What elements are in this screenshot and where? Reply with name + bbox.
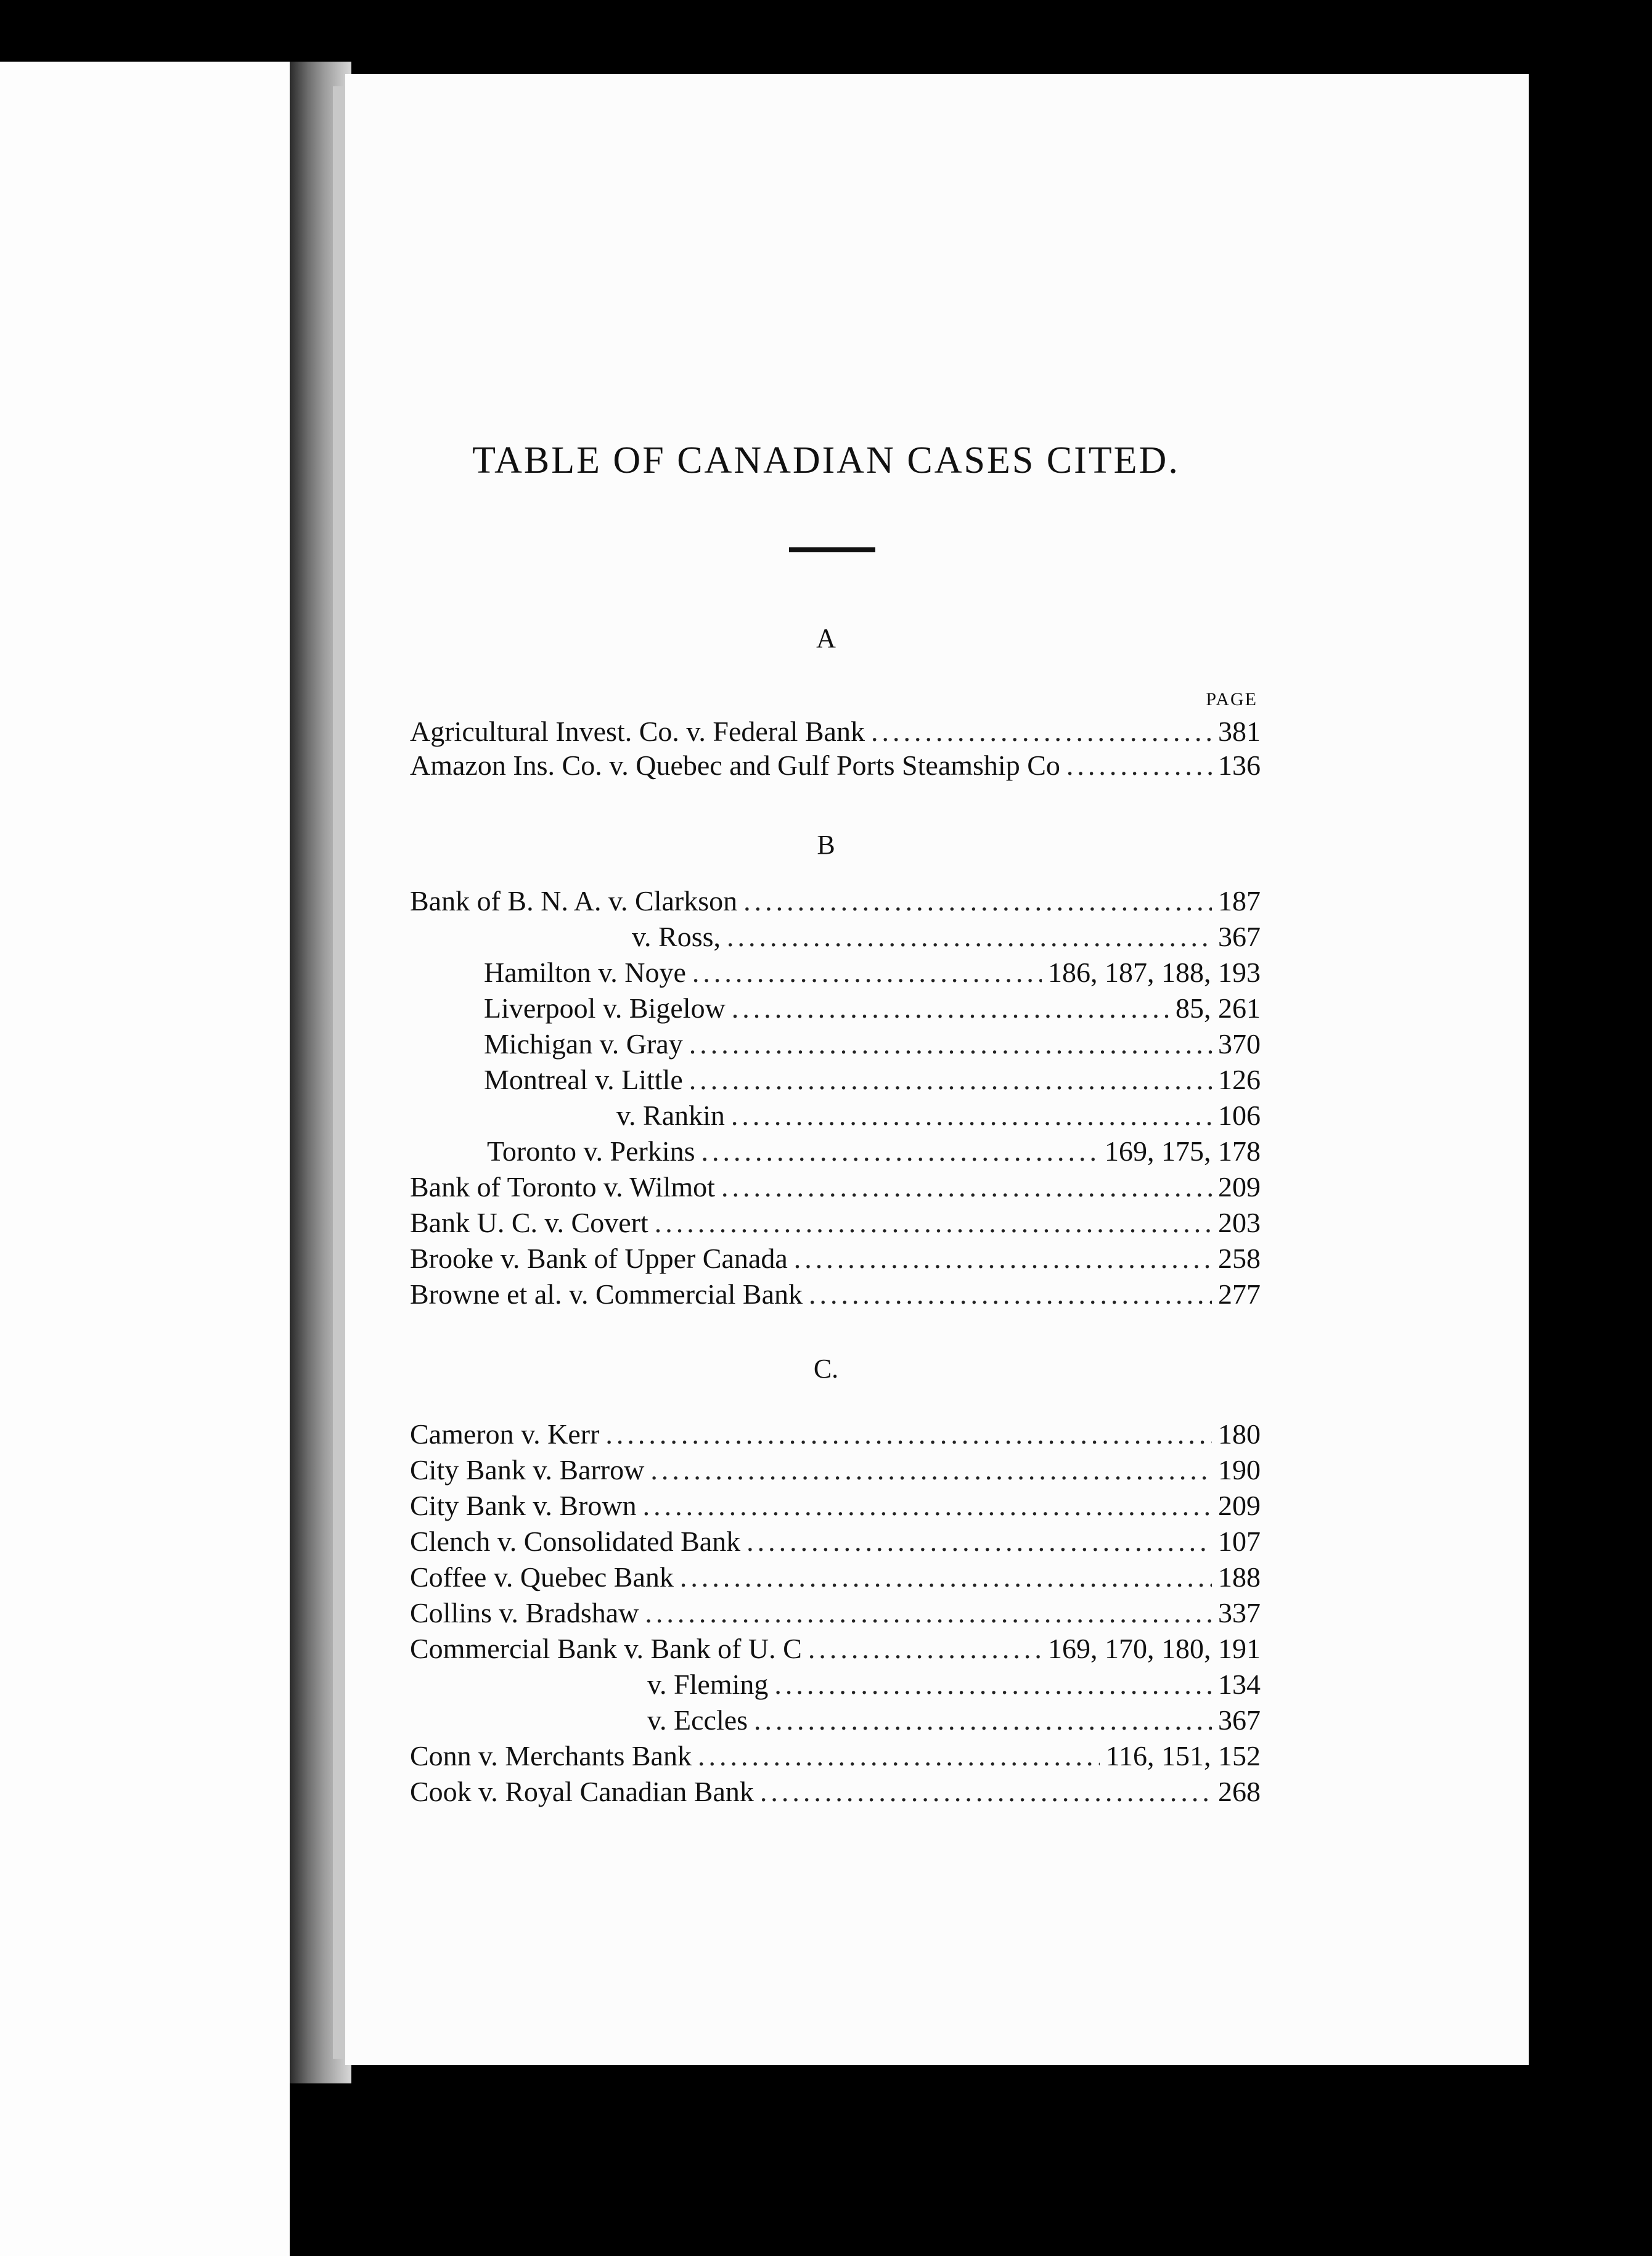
case-name: Bank U. C. v. Covert — [410, 1207, 648, 1238]
case-entry — [484, 956, 1261, 993]
case-name: v. Ross, — [632, 921, 721, 952]
case-entry — [410, 1775, 1261, 1812]
leader-dots — [732, 992, 1169, 1024]
case-entry — [410, 1489, 1261, 1526]
leader-dots — [731, 1099, 1212, 1132]
leader-dots — [743, 885, 1212, 917]
case-entry — [410, 1525, 1261, 1562]
case-entry — [484, 992, 1261, 1029]
leader-dots — [808, 1632, 1042, 1665]
case-entry — [410, 1632, 1261, 1669]
case-pages: 337 — [1218, 1597, 1261, 1629]
leader-dots — [774, 1668, 1212, 1701]
case-name: v. Rankin — [616, 1100, 725, 1131]
leader-dots — [871, 715, 1212, 748]
case-pages: 126 — [1218, 1064, 1261, 1095]
case-pages: 106 — [1218, 1100, 1261, 1131]
case-name: Liverpool v. Bigelow — [484, 992, 726, 1024]
leader-dots — [760, 1775, 1212, 1808]
case-entry — [410, 1739, 1261, 1776]
case-name: Agricultural Invest. Co. v. Federal Bank — [410, 716, 865, 747]
case-name: Montreal v. Little — [484, 1064, 683, 1095]
leader-dots — [692, 956, 1042, 989]
case-pages: 367 — [1218, 1704, 1261, 1736]
case-pages: 190 — [1218, 1454, 1261, 1486]
leader-dots — [701, 1135, 1099, 1167]
leader-dots — [643, 1489, 1212, 1522]
case-pages: 209 — [1218, 1171, 1261, 1203]
case-name: Conn v. Merchants Bank — [410, 1740, 692, 1772]
case-entry — [410, 885, 1261, 922]
leader-dots — [605, 1418, 1212, 1450]
case-pages: 116, 151, 152 — [1105, 1740, 1261, 1772]
case-pages: 367 — [1218, 921, 1261, 952]
case-entry — [410, 749, 1261, 786]
case-entry — [410, 1596, 1261, 1633]
case-pages: 258 — [1218, 1243, 1261, 1274]
case-pages: 169, 170, 180, 191 — [1048, 1633, 1261, 1664]
case-name: City Bank v. Barrow — [410, 1454, 645, 1486]
case-name: Coffee v. Quebec Bank — [410, 1561, 674, 1593]
case-name: Michigan v. Gray — [484, 1028, 683, 1060]
case-name: Browne et al. v. Commercial Bank — [410, 1278, 803, 1310]
case-pages: 85, 261 — [1176, 992, 1261, 1024]
leader-dots — [727, 920, 1212, 953]
section-letter-a: A — [816, 623, 836, 653]
leader-dots — [721, 1171, 1212, 1203]
facing-page — [0, 62, 290, 2256]
section-letter-c: C. — [813, 1354, 839, 1384]
section-letter-b: B — [817, 830, 835, 860]
case-name: Bank of B. N. A. v. Clarkson — [410, 885, 738, 917]
case-entry — [647, 1668, 1261, 1705]
case-entry — [484, 1028, 1261, 1065]
case-entry — [410, 1453, 1261, 1490]
leader-dots — [680, 1561, 1212, 1593]
leader-dots — [689, 1028, 1212, 1060]
leader-dots — [794, 1242, 1212, 1275]
case-pages: 188 — [1218, 1561, 1261, 1593]
case-entry — [410, 1561, 1261, 1598]
case-name: Cameron v. Kerr — [410, 1418, 600, 1450]
case-pages: 136 — [1218, 750, 1261, 781]
page-column-label: PAGE — [1206, 689, 1257, 709]
leader-dots — [1066, 749, 1212, 782]
case-name: Commercial Bank v. Bank of U. C — [410, 1633, 802, 1664]
case-name: Collins v. Bradshaw — [410, 1597, 639, 1629]
case-pages: 381 — [1218, 716, 1261, 747]
case-entry — [410, 715, 1261, 752]
case-entry — [647, 1704, 1261, 1741]
case-name: Amazon Ins. Co. v. Quebec and Gulf Ports Steamship Co — [410, 750, 1060, 781]
case-pages: 134 — [1218, 1669, 1261, 1700]
page-title: TABLE OF CANADIAN CASES CITED. — [472, 439, 1180, 481]
case-pages: 370 — [1218, 1028, 1261, 1060]
case-entry — [487, 1135, 1261, 1172]
case-name: Brooke v. Bank of Upper Canada — [410, 1243, 788, 1274]
case-pages: 203 — [1218, 1207, 1261, 1238]
leader-dots — [698, 1739, 1100, 1772]
leader-dots — [689, 1063, 1212, 1096]
case-pages: 186, 187, 188, 193 — [1048, 957, 1261, 988]
case-entry — [632, 920, 1261, 957]
case-entry — [410, 1242, 1261, 1279]
case-pages: 187 — [1218, 885, 1261, 917]
leader-dots — [650, 1453, 1212, 1486]
case-entry — [616, 1099, 1261, 1136]
case-pages: 107 — [1218, 1526, 1261, 1557]
title-rule — [789, 547, 875, 552]
case-name: v. Fleming — [647, 1669, 769, 1700]
case-entry — [410, 1278, 1261, 1315]
case-name: City Bank v. Brown — [410, 1490, 637, 1521]
case-pages: 209 — [1218, 1490, 1261, 1521]
case-name: Hamilton v. Noye — [484, 957, 686, 988]
case-pages: 169, 175, 178 — [1105, 1135, 1261, 1167]
case-entry — [410, 1206, 1261, 1243]
case-pages: 180 — [1218, 1418, 1261, 1450]
case-pages: 268 — [1218, 1776, 1261, 1807]
case-name: Cook v. Royal Canadian Bank — [410, 1776, 754, 1807]
case-name: Bank of Toronto v. Wilmot — [410, 1171, 715, 1203]
leader-dots — [746, 1525, 1212, 1558]
leader-dots — [645, 1596, 1212, 1629]
case-entry — [484, 1063, 1261, 1100]
case-name: Clench v. Consolidated Bank — [410, 1526, 741, 1557]
case-pages: 277 — [1218, 1278, 1261, 1310]
case-name: Toronto v. Perkins — [487, 1135, 695, 1167]
case-entry — [410, 1418, 1261, 1455]
case-entry — [410, 1171, 1261, 1208]
leader-dots — [809, 1278, 1212, 1310]
leader-dots — [655, 1206, 1212, 1239]
leader-dots — [754, 1704, 1212, 1736]
case-name: v. Eccles — [647, 1704, 748, 1736]
